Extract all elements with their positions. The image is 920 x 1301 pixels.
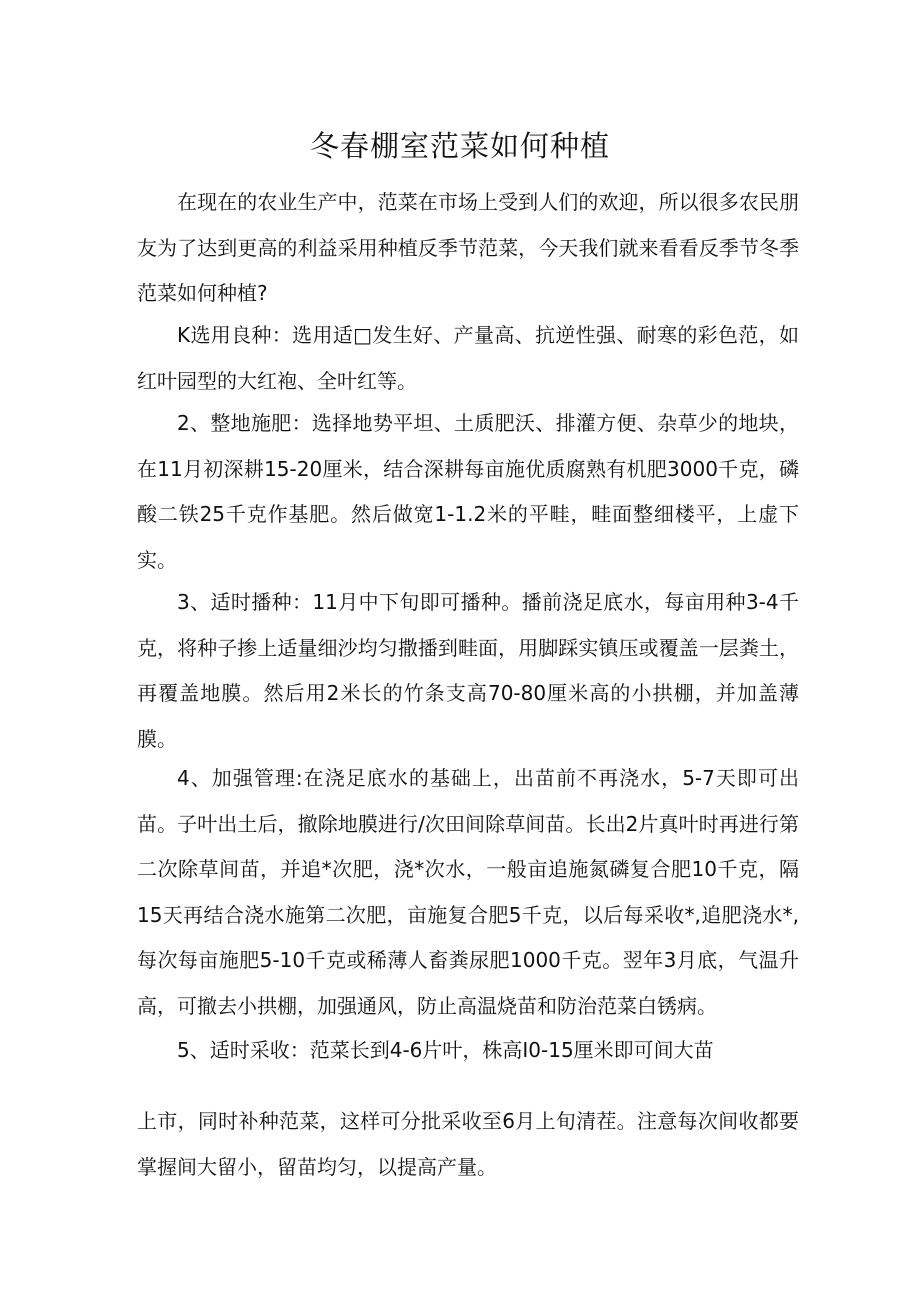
intro-paragraph: 在现在的农业生产中，范菜在市场上受到人们的欢迎，所以很多农民朋友为了达到更高的利益采用种植反季节范菜，今天我们就来看看反季节冬季范菜如何种植? bbox=[137, 190, 799, 305]
document-title: 冬春棚室范菜如何种植 bbox=[309, 129, 610, 163]
section-2-soil-fertilizing: 2、整地施肥：选择地势平坦、土质肥沃、排灌方便、杂草少的地块，在11月初深耕15-20厘米，结合深耕每亩施优质腐熟有机肥3000千克，磷酸二铁25千克作基肥。然后做宽1-1.2米的平畦，畦面整细楼平，上虚下实。 bbox=[137, 411, 799, 572]
section-3-sowing: 3、适时播种：11月中下旬即可播种。播前浇足底水，每亩用种3-4千克，将种子掺上适量细沙均匀撒播到畦面，用脚踩实镇压或覆盖一层粪土，再覆盖地膜。然后用2米长的竹条支高70-80厘米高的小拱棚，并加盖薄膜。 bbox=[137, 590, 799, 751]
section-5-harvest-first-line: 5、适时采收：范菜长到4-6片叶，株高I0-15厘米即可间大苗 bbox=[177, 1038, 714, 1062]
section-1-seed-selection: K选用良种：选用适□发生好、产量高、抗逆性强、耐寒的彩色范，如红叶园型的大红袍、全叶红等。 bbox=[137, 323, 799, 393]
section-4-management: 4、加强管理:在浇足底水的基础上，出苗前不再浇水，5-7天即可出苗。子叶出土后，撤除地膜进行/次田间除草间苗。长出2片真叶时再进行第二次除草间苗，并追*次肥，浇*次水，一般亩追施氮磷复合肥10千克，隔15天再结合浇水施第二次肥，亩施复合肥5千克，以后每采收*,追肥浇水*,每次每亩施肥5-10千克或稀薄人畜粪尿肥1000千克。翌年3月底，气温升高，可撤去小拱棚，加强通风，防止高温烧苗和防治范菜白锈病。 bbox=[137, 766, 799, 1018]
section-5-harvest-continued: 上市，同时补种范菜，这样可分批采收至6月上旬清茬。注意每次间收都要掌握间大留小，留苗均匀，以提高产量。 bbox=[137, 1109, 799, 1179]
